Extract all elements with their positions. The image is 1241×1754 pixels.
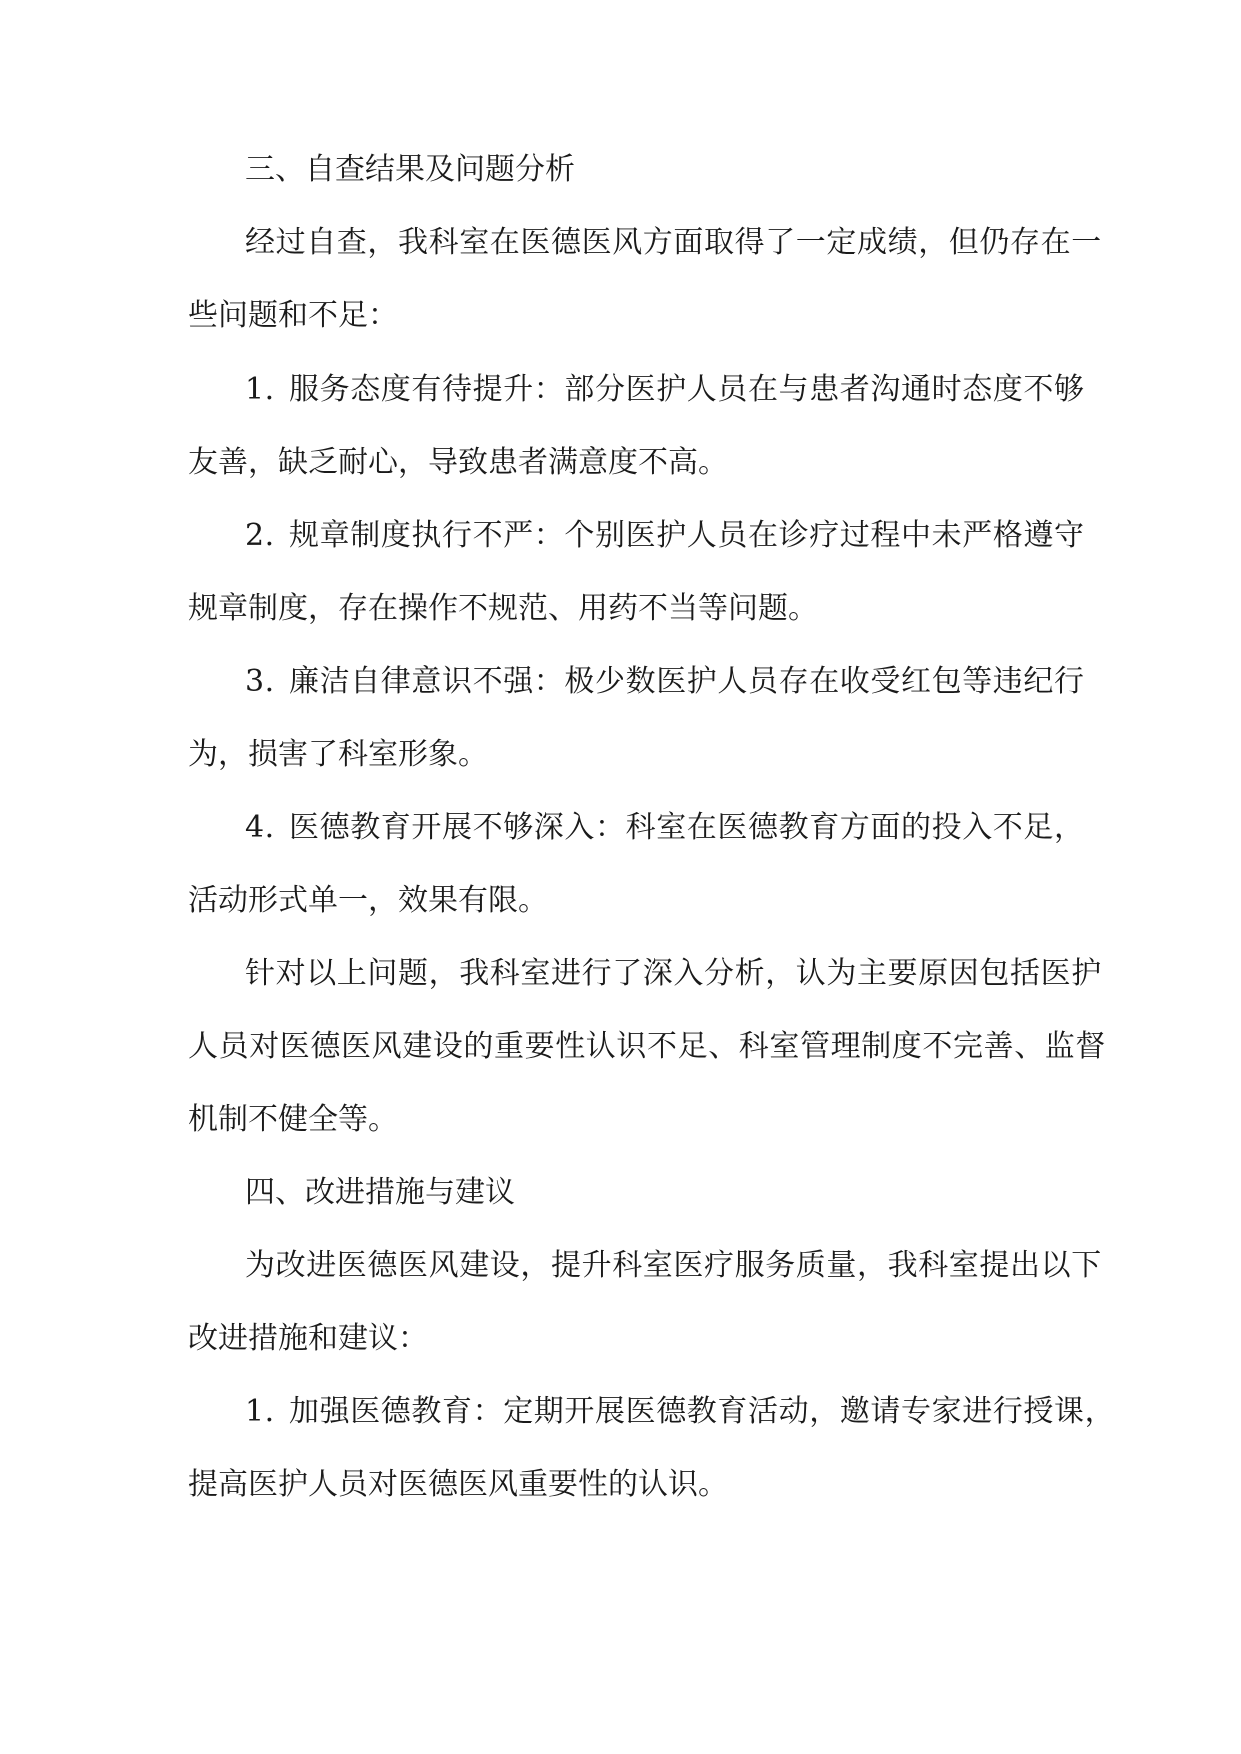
- issue-item-3-line-2: 为，损害了科室形象。: [188, 737, 488, 772]
- issue-item-2-line-2: 规章制度，存在操作不规范、用药不当等问题。: [188, 591, 818, 626]
- issue-item-4-line-1: [245, 808, 1085, 848]
- section-heading-3: 三、自查结果及问题分析: [245, 152, 575, 187]
- issue-item-3-text: 廉洁自律意识不强：极少数医护人员存在收受红包等违纪行: [289, 664, 1085, 699]
- analysis-paragraph-line-2: 人员对医德医风建设的重要性认识不足、科室管理制度不完善、监督: [188, 1029, 1106, 1064]
- issue-item-3-line-1: [245, 662, 1085, 702]
- section-heading-4: 四、改进措施与建议: [245, 1175, 515, 1210]
- issue-item-1-line-1: [245, 370, 1085, 410]
- measure-item-1-text: 加强医德教育：定期开展医德教育活动，邀请专家进行授课，: [289, 1394, 1116, 1429]
- intro-paragraph-line-1: 经过自查，我科室在医德医风方面取得了一定成绩，但仍存在一: [245, 225, 1102, 260]
- measure-item-1-number: 1.: [245, 1394, 275, 1429]
- issue-item-4-text: 医德教育开展不够深入：科室在医德教育方面的投入不足，: [289, 810, 1085, 845]
- measures-paragraph-line-2: 改进措施和建议：: [188, 1321, 428, 1356]
- issue-item-1-text: 服务态度有待提升：部分医护人员在与患者沟通时态度不够: [289, 372, 1085, 407]
- measure-item-1-line-2: 提高医护人员对医德医风重要性的认识。: [188, 1467, 728, 1502]
- issue-item-1-number: 1.: [245, 372, 275, 407]
- issue-item-4-number: 4.: [245, 810, 275, 845]
- issue-item-4-line-2: 活动形式单一，效果有限。: [188, 883, 548, 918]
- measure-item-1-line-1: [245, 1392, 1115, 1432]
- issue-item-2-number: 2.: [245, 518, 275, 553]
- issue-item-3-number: 3.: [245, 664, 275, 699]
- intro-paragraph-line-2: 些问题和不足：: [188, 298, 398, 333]
- issue-item-1-line-2: 友善，缺乏耐心，导致患者满意度不高。: [188, 445, 728, 480]
- issue-item-2-text: 规章制度执行不严：个别医护人员在诊疗过程中未严格遵守: [289, 518, 1085, 553]
- measures-paragraph-line-1: 为改进医德医风建设，提升科室医疗服务质量，我科室提出以下: [245, 1248, 1102, 1283]
- issue-item-2-line-1: [245, 516, 1085, 556]
- analysis-paragraph-line-1: 针对以上问题，我科室进行了深入分析，认为主要原因包括医护: [245, 956, 1102, 991]
- analysis-paragraph-line-3: 机制不健全等。: [188, 1102, 398, 1137]
